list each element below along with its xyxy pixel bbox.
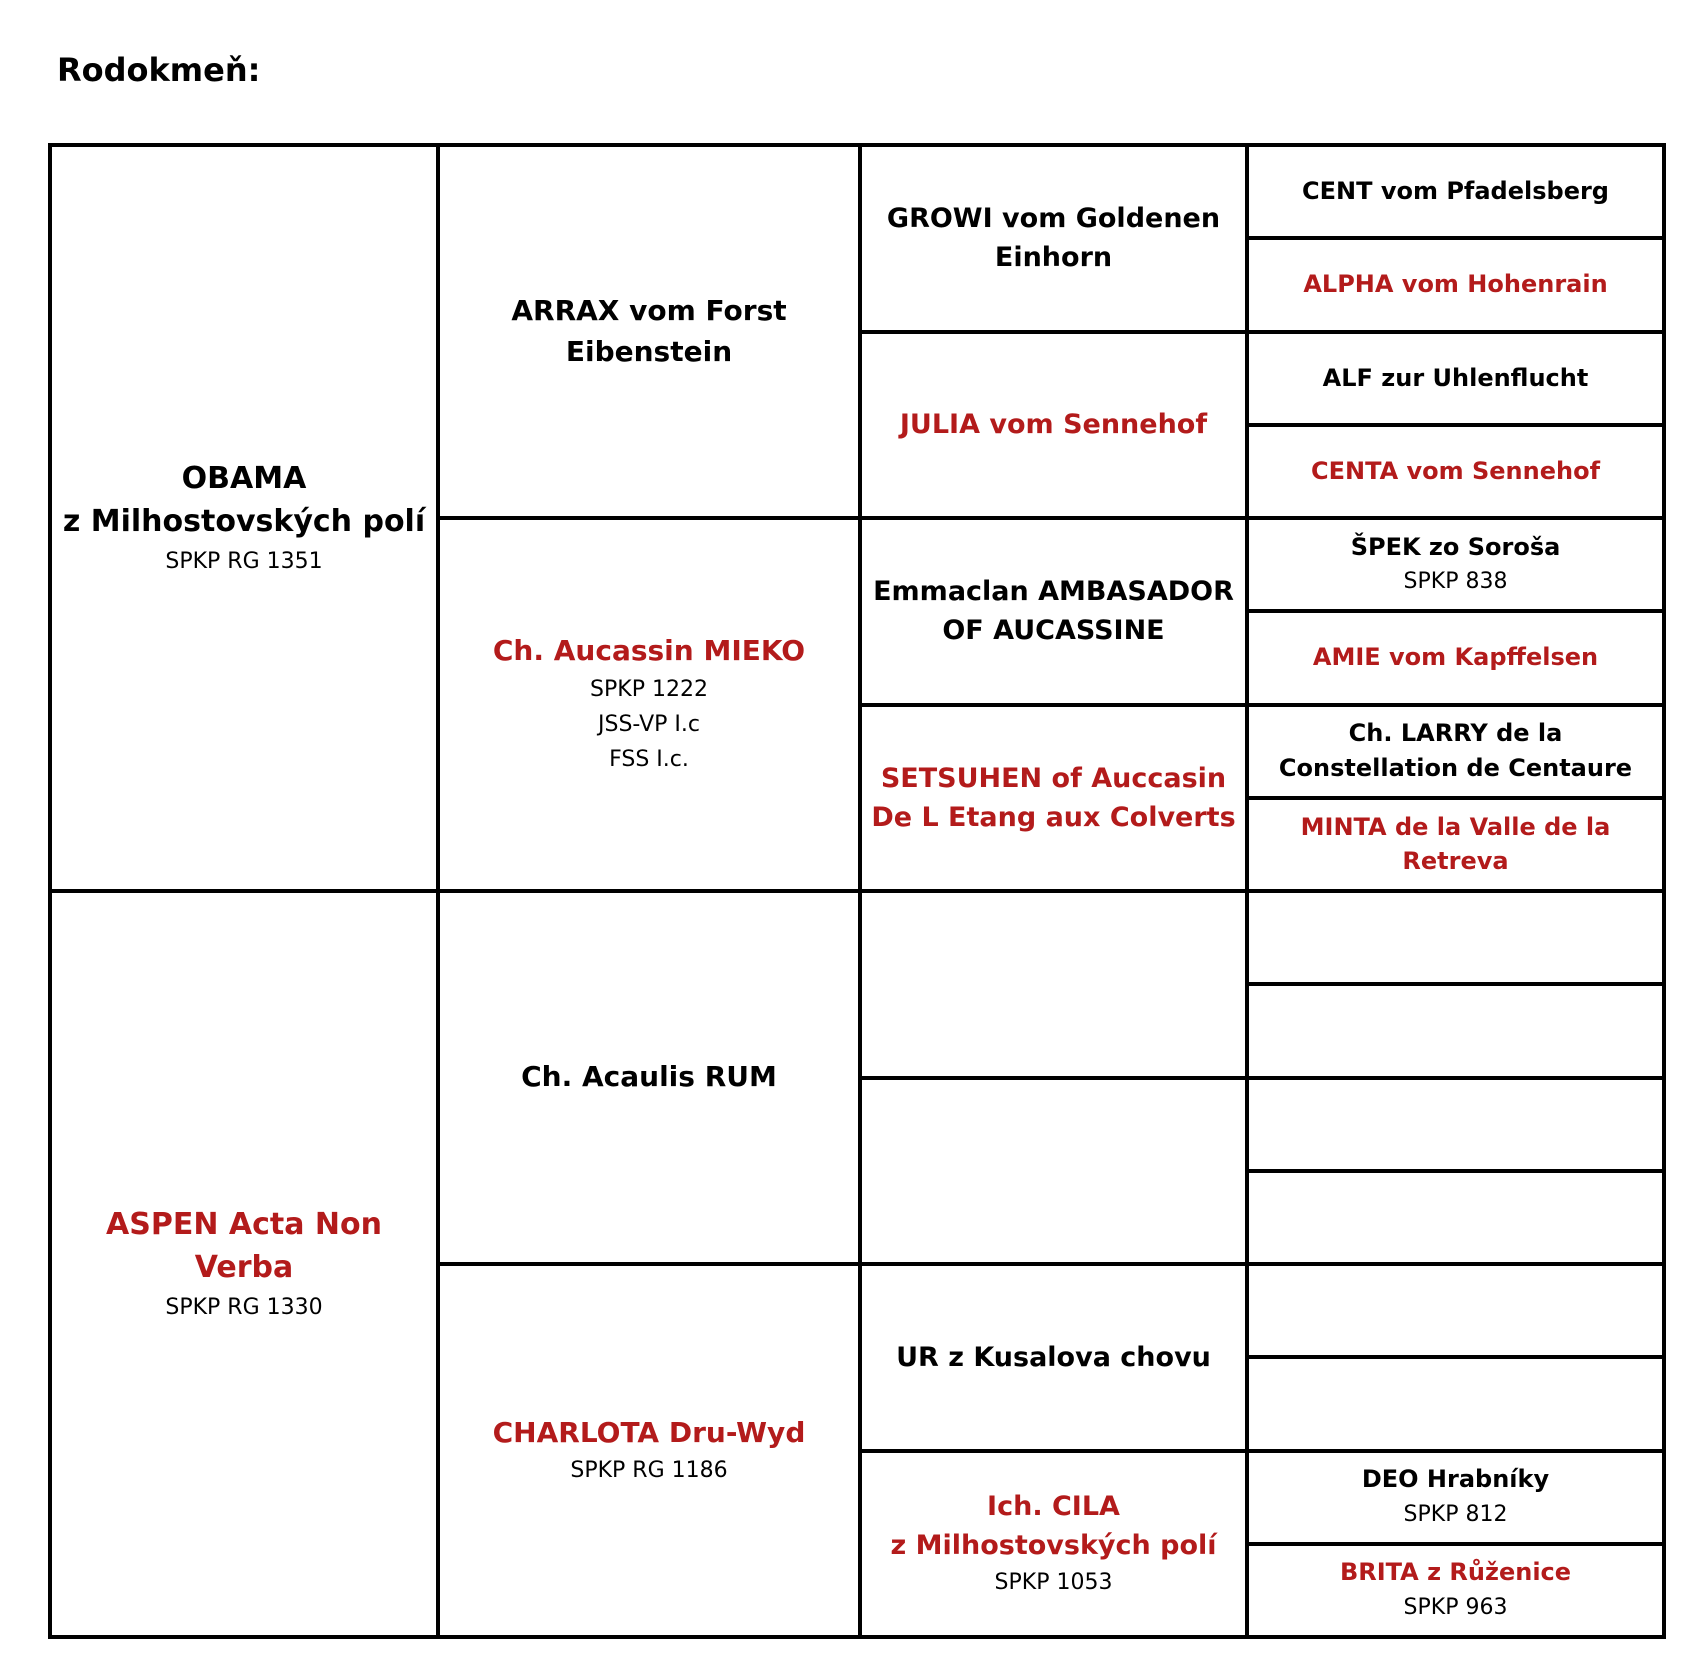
sire-cell bbox=[50, 145, 438, 891]
dss-cell bbox=[860, 891, 1247, 1078]
dsd-cell bbox=[860, 1078, 1247, 1265]
sssd-cell bbox=[1247, 238, 1664, 331]
sss-cell bbox=[860, 145, 1247, 332]
ddss-cell bbox=[1247, 1264, 1664, 1357]
ssds-name: ALF zur Uhlenflucht bbox=[1322, 363, 1589, 392]
dsss-cell bbox=[1247, 891, 1664, 984]
ssss-cell bbox=[1247, 145, 1664, 238]
ssds-cell bbox=[1247, 332, 1664, 425]
sdd-name: SETSUHEN of Auccasin De L Etang aux Colverts bbox=[871, 762, 1236, 833]
sdds-cell bbox=[1247, 705, 1664, 798]
ddd-cell bbox=[860, 1451, 1247, 1638]
ddd-name-line2: z Milhostovských polí bbox=[890, 1530, 1217, 1562]
ssss-name: CENT vom Pfadelsberg bbox=[1302, 177, 1609, 206]
dd-registration: SPKP RG 1186 bbox=[570, 1458, 728, 1484]
sdds-name: Ch. LARRY de la Constellation de Centaure bbox=[1278, 719, 1633, 783]
ss-name: ARRAX vom Forst Eibenstein bbox=[511, 293, 787, 368]
ds-cell bbox=[438, 891, 860, 1264]
sds-cell bbox=[860, 518, 1247, 705]
sd-detail-2: JSS-VP I.c bbox=[598, 712, 700, 738]
ssdd-cell bbox=[1247, 425, 1664, 518]
dam-name: ASPEN Acta Non Verba bbox=[106, 1206, 382, 1286]
sire-registration: SPKP RG 1351 bbox=[165, 548, 323, 574]
ddds-name: DEO Hrabníky bbox=[1361, 1465, 1550, 1494]
sds-name: Emmaclan AMBASADOR OF AUCASSINE bbox=[873, 576, 1234, 647]
sire-name-line1: OBAMA bbox=[181, 460, 307, 496]
sd-cell bbox=[438, 518, 860, 891]
dddd-cell bbox=[1247, 1544, 1664, 1637]
ddd-registration: SPKP 1053 bbox=[994, 1570, 1113, 1596]
sire-name-line2: z Milhostovských polí bbox=[62, 504, 426, 540]
dssd-cell bbox=[1247, 984, 1664, 1077]
dds-cell bbox=[860, 1264, 1247, 1451]
dddd-name: BRITA z Růženice bbox=[1339, 1558, 1572, 1587]
ds-name: Ch. Acaulis RUM bbox=[521, 1060, 777, 1094]
dd-name: CHARLOTA Dru-Wyd bbox=[492, 1415, 806, 1449]
dd-cell bbox=[438, 1264, 860, 1637]
ddd-name-line1: Ich. CILA bbox=[987, 1491, 1120, 1523]
sd-name: Ch. Aucassin MIEKO bbox=[492, 634, 806, 668]
dds-name: UR z Kusalova chovu bbox=[896, 1341, 1211, 1373]
sss-name: GROWI vom Goldenen Einhorn bbox=[886, 203, 1221, 274]
sddd-name: MINTA de la Valle de la Retreva bbox=[1300, 812, 1611, 876]
page-title: Rodokmeň: bbox=[57, 51, 261, 89]
ssd-name: JULIA vom Sennehof bbox=[899, 409, 1208, 441]
sdss-name: ŠPEK zo Soroša bbox=[1350, 532, 1561, 561]
ssdd-name: CENTA vom Sennehof bbox=[1310, 456, 1601, 485]
dsdd-cell bbox=[1247, 1171, 1664, 1264]
sssd-name: ALPHA vom Hohenrain bbox=[1303, 270, 1608, 299]
ddsd-cell bbox=[1247, 1357, 1664, 1450]
dddd-registration: SPKP 963 bbox=[1403, 1595, 1508, 1621]
sd-detail-3: FSS I.c. bbox=[609, 747, 689, 773]
ssd-cell bbox=[860, 332, 1247, 519]
ddds-cell bbox=[1247, 1451, 1664, 1544]
sdss-cell bbox=[1247, 518, 1664, 611]
sdss-registration: SPKP 838 bbox=[1403, 569, 1508, 595]
sddd-cell bbox=[1247, 798, 1664, 891]
dam-cell bbox=[50, 891, 438, 1637]
ddds-registration: SPKP 812 bbox=[1403, 1501, 1508, 1527]
pedigree-table bbox=[48, 143, 1666, 1639]
dam-registration: SPKP RG 1330 bbox=[165, 1294, 323, 1320]
ss-cell bbox=[438, 145, 860, 518]
sdsd-name: AMIE vom Kapffelsen bbox=[1312, 643, 1599, 672]
sdd-cell bbox=[860, 705, 1247, 892]
sd-detail-1: SPKP 1222 bbox=[590, 677, 708, 703]
sdsd-cell bbox=[1247, 611, 1664, 704]
dsds-cell bbox=[1247, 1078, 1664, 1171]
